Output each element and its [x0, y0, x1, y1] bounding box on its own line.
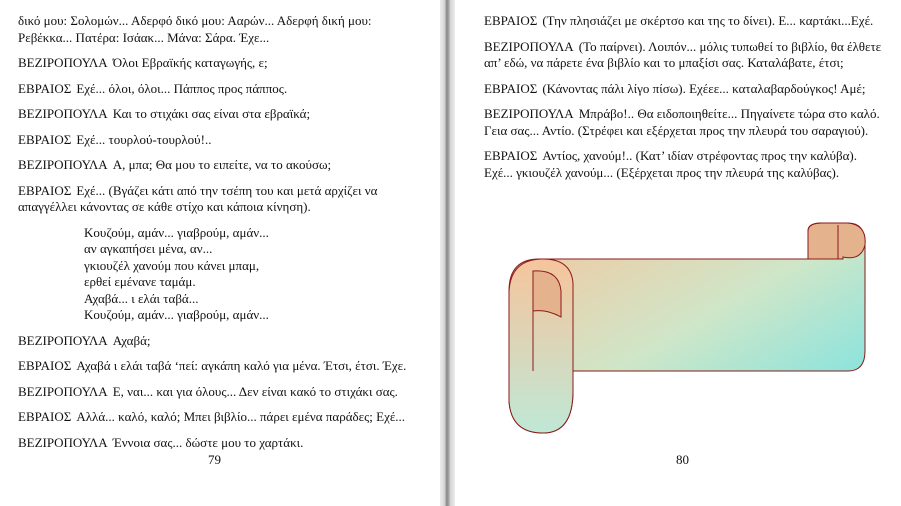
speaker-name: ΕΒΡΑΙΟΣ: [18, 409, 72, 424]
dialogue-paragraph: [18, 55, 423, 72]
dialogue-paragraph: [18, 157, 423, 174]
speaker-name: ΒΕΖΙΡΟΠΟΥΛΑ: [484, 38, 574, 54]
verse-line: ερθεί εμένανε ταμάμ.: [84, 274, 196, 289]
page-number-left: 79: [208, 452, 221, 467]
speaker-name: ΕΒΡΑΙΟΣ: [18, 80, 72, 96]
verse-block: [84, 225, 423, 324]
scroll-right-curl: [808, 223, 865, 259]
dialogue-paragraph: [18, 132, 423, 149]
dialogue-paragraph: [18, 409, 423, 426]
dialogue-text: (Το παίρνει). Λοιπόν... μόλις τυπωθεί το βιβλίο, θα έλθετε απ’ εδώ, να πάρετε ένα βιβλίο και το μπαξίσι σας. Καταλάβατε, έτσι;: [484, 38, 882, 70]
dialogue-paragraph: [18, 106, 423, 123]
dialogue-paragraph: [18, 435, 423, 452]
dialogue-text: Αχαβά;: [112, 332, 151, 348]
speaker-name: ΒΕΖΙΡΟΠΟΥΛΑ: [18, 55, 108, 70]
dialogue-paragraph: [18, 358, 423, 375]
speaker-name: ΕΒΡΑΙΟΣ: [484, 148, 538, 163]
page-number-right: 80: [676, 452, 689, 467]
dialogue-paragraph: [484, 106, 886, 139]
speaker-name: ΒΕΖΙΡΟΠΟΥΛΑ: [18, 332, 108, 348]
dialogue-paragraph: [18, 384, 423, 401]
dialogue-text: Αντίος, χανούμ!.. (Κατ’ ιδίαν στρέφοντας προς την καλύβα). Εχέ... γκιουζέλ χανούμ... (Εξέρχεται προς την πλευρά της καλύβας).: [484, 148, 857, 180]
dialogue-text: Όλοι Εβραϊκής καταγωγής, ε;: [112, 55, 268, 70]
scroll-banner-image: [503, 221, 873, 436]
speaker-name: ΒΕΖΙΡΟΠΟΥΛΑ: [484, 106, 574, 121]
dialogue-text: Μπράβο!.. Θα ειδοποιηθείτε... Πηγαίνετε τώρα στο καλό. Γεια σας... Αντίο. (Στρέφει και εξέρχεται προς την πλευρά του σαραγιού).: [484, 106, 880, 138]
dialogue-paragraph: [18, 13, 423, 46]
dialogue-text: Αχαβά ι ελάι ταβά ‘πεί: αγκάπη καλό για μένα. Έτσι, έτσι. Έχε.: [76, 358, 407, 373]
dialogue-text: Α, μπα; Θα μου το ειπείτε, να το ακούσω;: [112, 157, 332, 172]
verse-line: Κουζούμ, αμάν... γιαβρούμ, αμάν...: [84, 307, 269, 322]
dialogue-text: Ε, ναι... και για όλους... Δεν είναι κακό το στιχάκι σας.: [112, 383, 398, 399]
dialogue-paragraph: [18, 183, 423, 216]
dialogue-paragraph: [484, 13, 886, 30]
dialogue-text: (Την πλησιάζει με σκέρτσο και της το δίνει). Ε... καρτάκι...Εχέ.: [542, 13, 874, 28]
page-gutter: [440, 0, 455, 506]
dialogue-paragraph: [18, 333, 423, 350]
verse-line: αν αγκαπήσει μένα, αν...: [84, 241, 213, 256]
speaker-name: ΒΕΖΙΡΟΠΟΥΛΑ: [18, 383, 108, 399]
speaker-name: ΕΒΡΑΙΟΣ: [484, 13, 538, 28]
dialogue-paragraph: [484, 148, 886, 181]
speaker-name: ΕΒΡΑΙΟΣ: [18, 131, 72, 147]
dialogue-paragraph: [484, 39, 886, 72]
dialogue-text: Και το στιχάκι σας είναι στα εβραϊκά;: [112, 106, 311, 121]
dialogue-text: δικό μου: Σολομών... Αδερφό δικό μου: Ααρών... Αδερφή δική μου: Ρεβέκκα... Πατέρα: Ισάακ... Μάνα: Σάρα. Έχε...: [18, 13, 372, 45]
speaker-name: ΒΕΖΙΡΟΠΟΥΛΑ: [18, 106, 108, 121]
speaker-name: ΕΒΡΑΙΟΣ: [18, 358, 72, 373]
dialogue-paragraph: [484, 81, 886, 98]
left-page: [0, 0, 440, 506]
speaker-name: ΒΕΖΙΡΟΠΟΥΛΑ: [18, 157, 108, 172]
dialogue-text: Εχέ... όλοι, όλοι... Πάππος προς πάππος.: [76, 80, 288, 96]
speaker-name: ΕΒΡΑΙΟΣ: [484, 80, 538, 96]
dialogue-text: Έννοια σας... δώστε μου το χαρτάκι.: [112, 434, 304, 450]
dialogue-text: Εχέ... (Βγάζει κάτι από την τσέπη του και μετά αρχίζει να απαγγέλλει κάνοντας σε κάθε στίχο και κάποια κίνηση).: [18, 182, 378, 214]
verse-line: Κουζούμ, αμάν... γιαβρούμ, αμάν...: [84, 224, 269, 240]
speaker-name: ΒΕΖΙΡΟΠΟΥΛΑ: [18, 434, 108, 450]
left-page-text: [18, 13, 423, 460]
verse-line: γκιουζέλ χανούμ που κάνει μπαμ,: [84, 257, 260, 273]
dialogue-text: Αλλά... καλό, καλό; Μπει βιβλίο... πάρει εμένα παράδες; Εχέ...: [76, 409, 406, 424]
dialogue-paragraph: [18, 81, 423, 98]
speaker-name: ΕΒΡΑΙΟΣ: [18, 182, 72, 198]
dialogue-text: Εχέ... τουρλού-τουρλού!..: [76, 131, 212, 147]
verse-line: Αχαβά... ι ελάι ταβά...: [84, 290, 199, 306]
dialogue-text: (Κάνοντας πάλι λίγο πίσω). Εχέεε... καταλαβαρδούγκος! Αμέ;: [542, 80, 866, 96]
right-page-text: [484, 13, 886, 190]
